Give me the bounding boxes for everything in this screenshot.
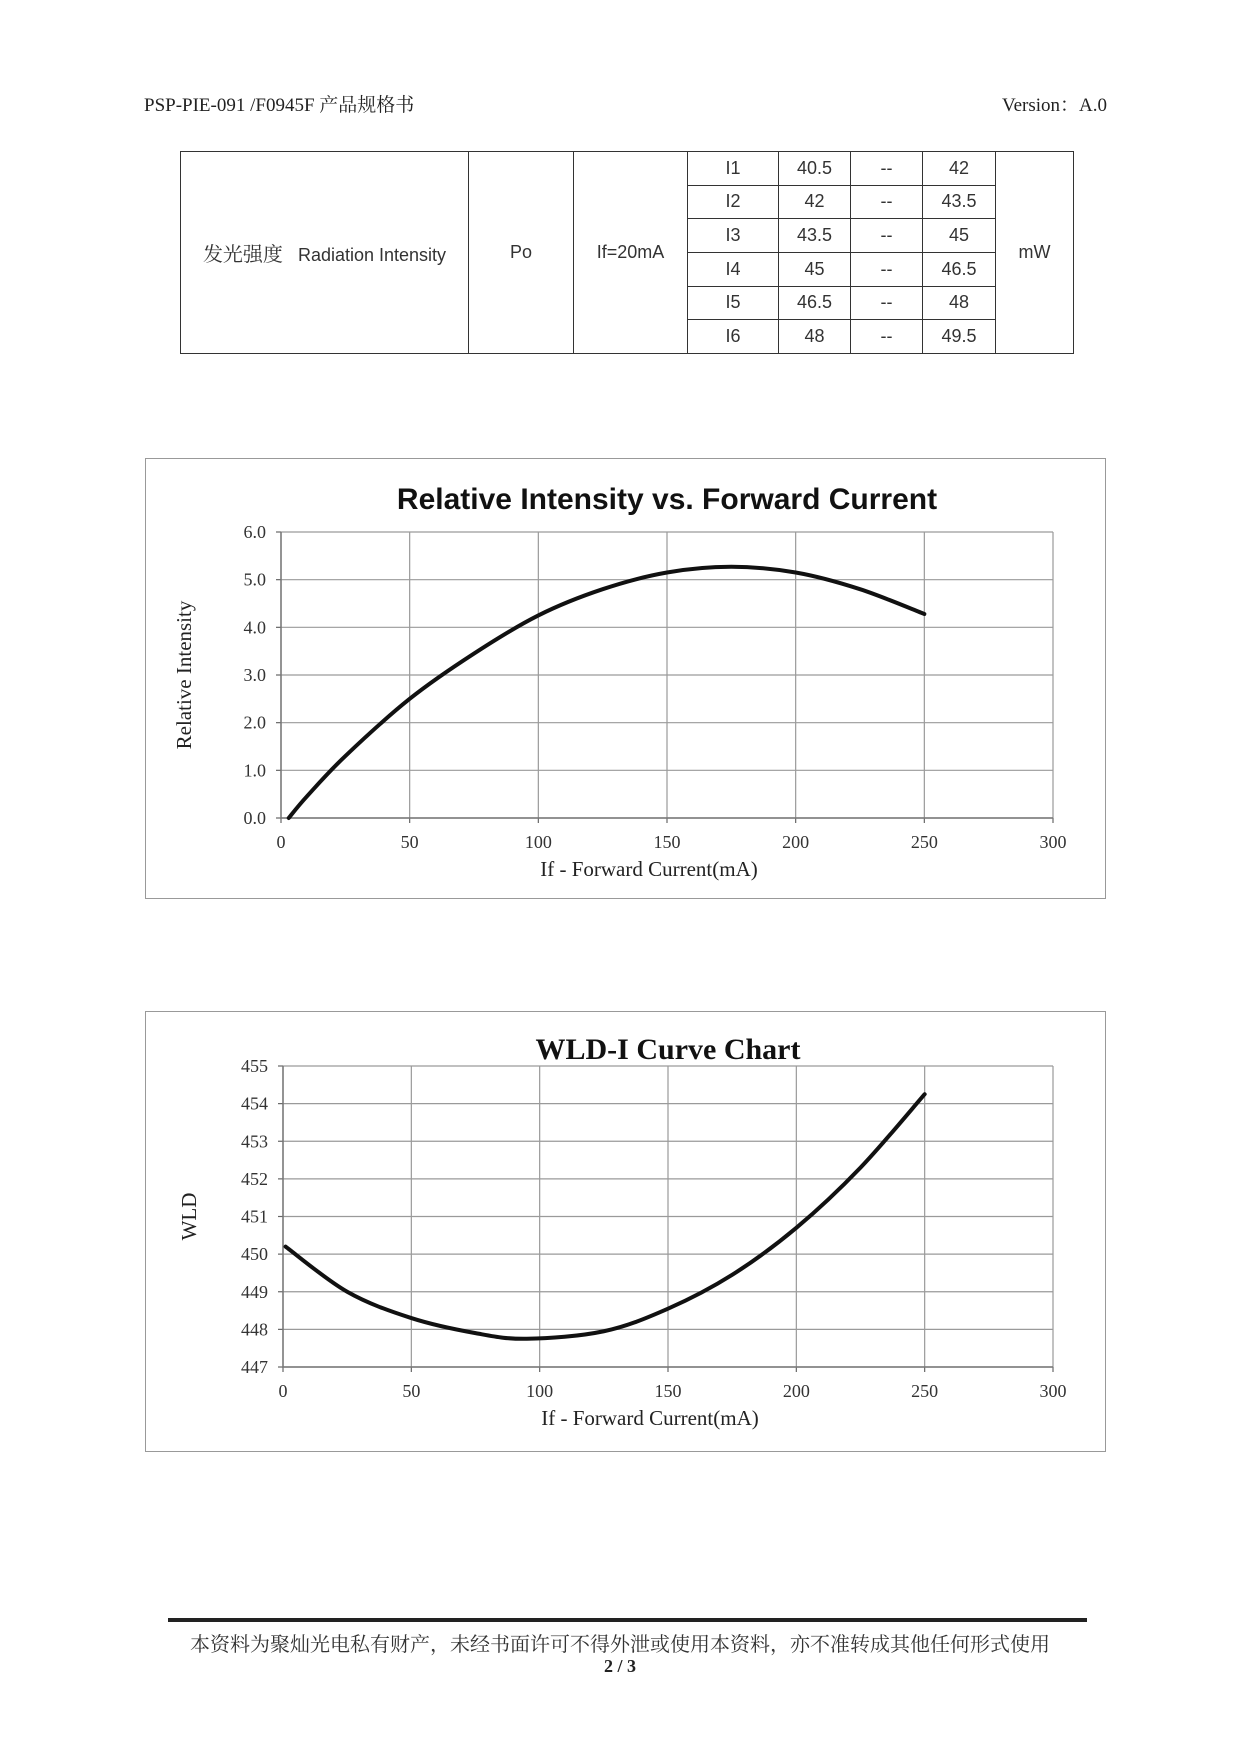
x-tick-label: 300: [1039, 1381, 1067, 1401]
x-tick-label: 300: [1039, 832, 1067, 852]
document-title: PSP-PIE-091 /F0945F 产品规格书: [144, 95, 415, 116]
x-tick-label: 150: [653, 832, 681, 852]
chart-title: Relative Intensity vs. Forward Current: [396, 483, 938, 516]
max-cell: 46.5: [923, 252, 996, 286]
unit-cell: mW: [996, 152, 1074, 354]
footer-divider: [168, 1618, 1087, 1622]
x-tick-label: 50: [400, 832, 419, 852]
y-tick-label: 2.0: [243, 712, 266, 733]
y-tick-label: 3.0: [243, 665, 266, 685]
y-tick-label: 454: [241, 1093, 268, 1114]
bin-cell: I3: [688, 219, 779, 253]
x-axis-label: If - Forward Current(mA): [540, 857, 758, 881]
min-cell: 48: [779, 320, 851, 354]
x-tick-label: 200: [782, 1381, 810, 1401]
y-tick-label: 5.0: [243, 569, 266, 590]
y-tick-label: 450: [241, 1244, 268, 1265]
condition-cell: If=20mA: [574, 152, 688, 354]
sep-cell: --: [851, 320, 923, 354]
sep-cell: --: [851, 152, 923, 186]
x-axis-label: If - Forward Current(mA): [541, 1406, 759, 1430]
x-tick-label: 200: [782, 832, 810, 852]
wld-curve-chart-svg: [146, 1012, 1105, 1451]
bin-cell: I5: [688, 286, 779, 320]
wld-curve-chart: [145, 1011, 1106, 1452]
y-tick-label: 6.0: [243, 522, 266, 542]
sep-cell: --: [851, 252, 923, 286]
y-tick-label: 452: [241, 1168, 268, 1189]
x-tick-label: 0: [278, 1381, 288, 1401]
sep-cell: --: [851, 286, 923, 320]
min-cell: 42: [779, 185, 851, 219]
x-tick-label: 100: [524, 832, 552, 852]
x-tick-label: 100: [526, 1381, 554, 1401]
y-tick-label: 449: [241, 1281, 268, 1302]
symbol-cell: Po: [469, 152, 574, 354]
bin-cell: I4: [688, 252, 779, 286]
sep-cell: --: [851, 219, 923, 253]
spec-table: [180, 151, 1074, 354]
parameter-name-cell: [181, 152, 469, 354]
x-tick-label: 150: [654, 1381, 682, 1401]
series-line: [289, 567, 925, 818]
max-cell: 43.5: [923, 185, 996, 219]
x-tick-label: 50: [402, 1381, 421, 1401]
y-tick-label: 1.0: [243, 760, 266, 781]
y-tick-label: 0.0: [243, 808, 266, 828]
y-tick-label: 447: [241, 1357, 268, 1377]
y-tick-label: 448: [241, 1319, 268, 1340]
bin-cell: I1: [688, 152, 779, 186]
bin-cell: I2: [688, 185, 779, 219]
relative-intensity-chart: [145, 458, 1106, 899]
x-tick-label: 0: [276, 832, 286, 852]
max-cell: 45: [923, 219, 996, 253]
y-axis-label: Relative Intensity: [172, 600, 196, 750]
relative-intensity-chart-svg: [146, 459, 1105, 898]
y-tick-label: 4.0: [243, 617, 266, 638]
chart-title: WLD-I Curve Chart: [535, 1033, 801, 1066]
min-cell: 43.5: [779, 219, 851, 253]
bin-cell: I6: [688, 320, 779, 354]
max-cell: 49.5: [923, 320, 996, 354]
version-label: Version：A.0: [1001, 95, 1107, 116]
y-tick-label: 451: [241, 1206, 268, 1227]
y-tick-label: 453: [241, 1131, 268, 1152]
y-tick-label: 455: [241, 1056, 268, 1076]
min-cell: 45: [779, 252, 851, 286]
page-number: 2 / 3: [603, 1656, 636, 1676]
x-tick-label: 250: [911, 1381, 939, 1401]
y-axis-label: WLD: [177, 1192, 201, 1241]
sep-cell: --: [851, 185, 923, 219]
max-cell: 48: [923, 286, 996, 320]
min-cell: 46.5: [779, 286, 851, 320]
max-cell: 42: [923, 152, 996, 186]
parameter-name-en: Radiation Intensity: [297, 245, 447, 265]
min-cell: 40.5: [779, 152, 851, 186]
x-tick-label: 250: [910, 832, 938, 852]
footer-notice: 本资料为聚灿光电私有财产，未经书面许可不得外泄或使用本资料，亦不准转成其他任何形式使用: [190, 1634, 1050, 1656]
parameter-name-cn: 发光强度: [202, 244, 283, 266]
